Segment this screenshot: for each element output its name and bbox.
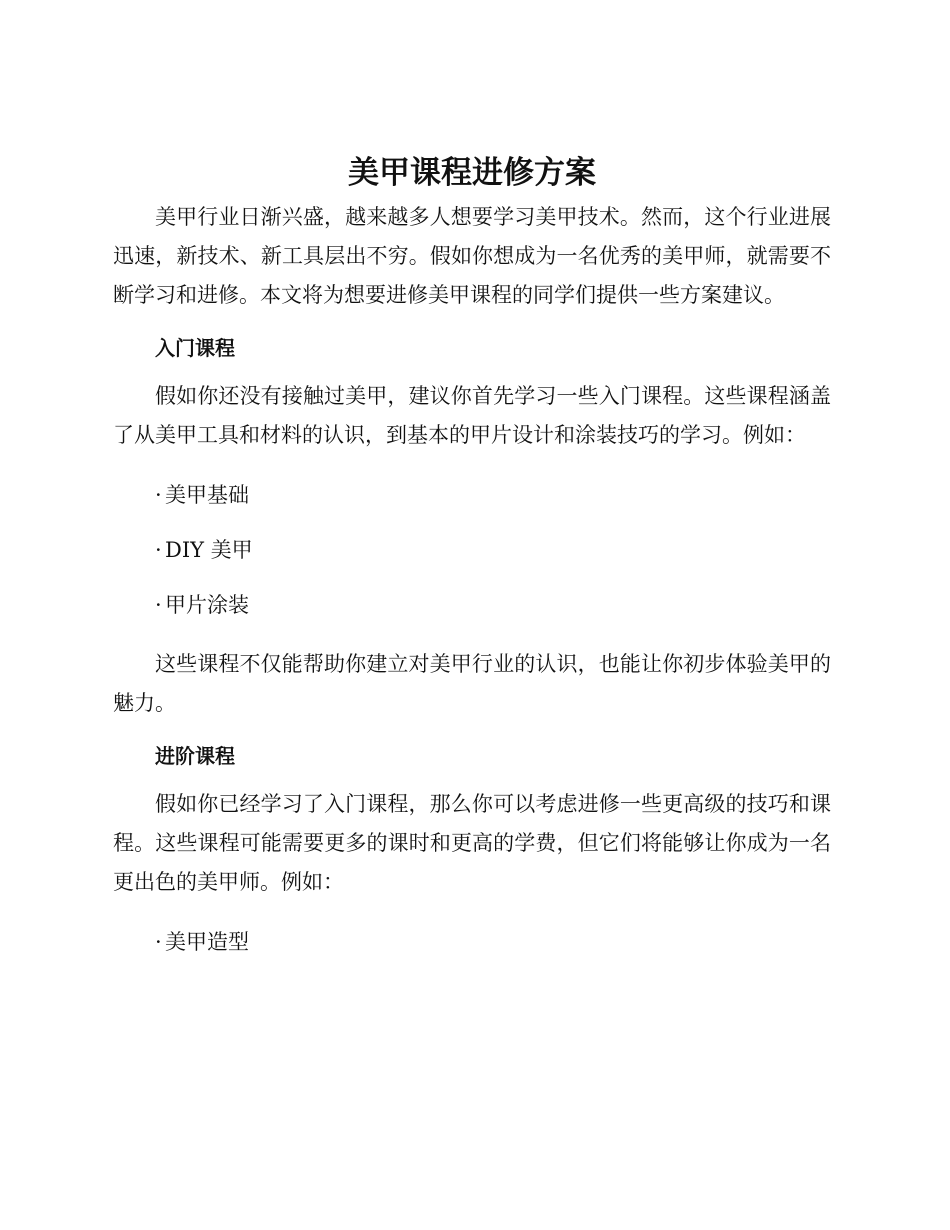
- document-title: 美甲课程进修方案: [348, 155, 596, 191]
- bullet-icon: ·: [155, 483, 162, 507]
- list-item-label: DIY 美甲: [165, 538, 253, 562]
- list-item-label: 美甲造型: [165, 930, 249, 954]
- list-item: [113, 480, 831, 510]
- list-item: [113, 927, 831, 957]
- section-intro-courses: [113, 333, 831, 723]
- intro-paragraph: 美甲行业日渐兴盛，越来越多人想要学习美甲技术。然而，这个行业进展迅速，新技术、新工具层出不穷。假如你想成为一名优秀的美甲师，就需要不断学习和进修。本文将为想要进修美甲课程的同学们提供一些方案建议。: [113, 205, 831, 307]
- bullet-icon: ·: [155, 538, 162, 562]
- section-closing-paragraph: 这些课程不仅能帮助你建立对美甲行业的认识，也能让你初步体验美甲的魅力。: [113, 652, 831, 715]
- section-paragraph: 假如你已经学习了入门课程，那么你可以考虑进修一些更高级的技巧和课程。这些课程可能需要更多的课时和更高的学费，但它们将能够让你成为一名更出色的美甲师。例如：: [113, 792, 831, 894]
- bullet-icon: ·: [155, 930, 162, 954]
- document-page: [113, 150, 831, 957]
- course-list: [113, 927, 831, 957]
- list-item: [113, 535, 831, 565]
- list-item: [113, 590, 831, 620]
- section-advanced-courses: [113, 741, 831, 957]
- course-list: [113, 480, 831, 620]
- bullet-icon: ·: [155, 593, 162, 617]
- list-item-label: 甲片涂装: [165, 593, 249, 617]
- section-heading: 入门课程: [155, 336, 235, 360]
- section-heading: 进阶课程: [155, 744, 235, 768]
- list-item-label: 美甲基础: [165, 483, 249, 507]
- section-paragraph: 假如你还没有接触过美甲，建议你首先学习一些入门课程。这些课程涵盖了从美甲工具和材料的认识，到基本的甲片设计和涂装技巧的学习。例如：: [113, 384, 831, 447]
